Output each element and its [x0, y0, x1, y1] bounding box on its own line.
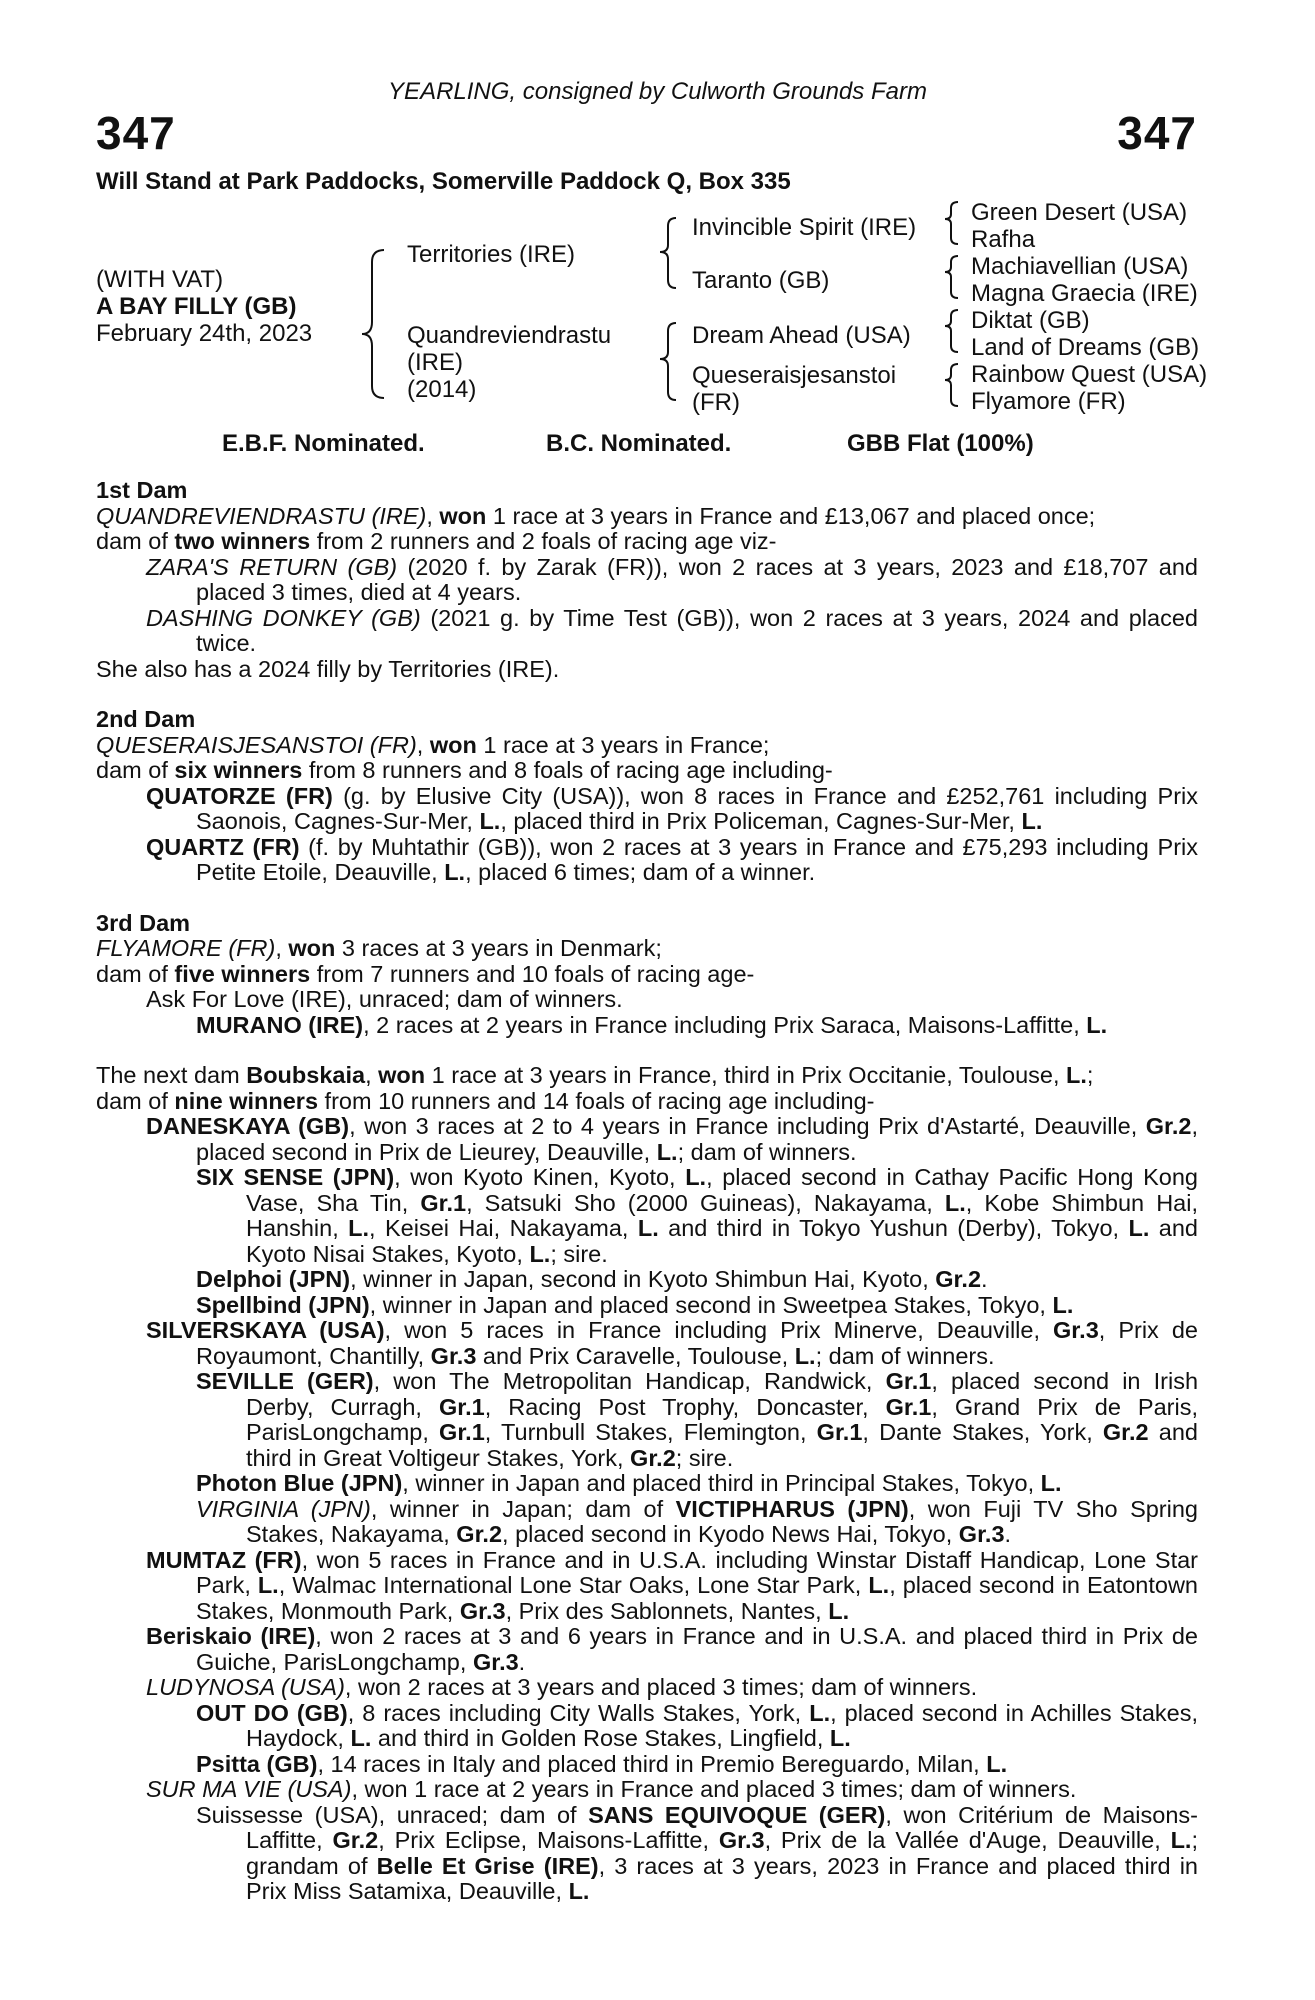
brace-gen1	[362, 250, 384, 398]
first-dam-also-has: She also has a 2024 filly by Territories (IRE).	[96, 655, 560, 682]
bc-nominated: B.C. Nominated.	[546, 430, 732, 457]
progeny-photon-blue: Photon Blue (JPN), winner in Japan and placed third in Principal Stakes, Tokyo, L.	[196, 1470, 1062, 1496]
pedigree-dam-line2: (IRE)	[407, 349, 463, 376]
progeny-virginia: VIRGINIA (JPN), winner in Japan; dam of VICTIPHARUS (JPN), won Fuji TV Sho Spring Stakes, Nakayama, Gr.2, placed second in Kyodo News Hai, Tokyo, Gr.3.	[196, 1495, 1198, 1547]
brace-gen3-4	[945, 364, 958, 406]
progeny-silverskaya: SILVERSKAYA (USA), won 5 races in France including Prix Minerve, Deauville, Gr.3, Prix de Royaumont, Chantilly, Gr.3 and Prix Caravelle, Toulouse, L.; dam of winners.	[146, 1317, 1198, 1369]
next-dam-line: The next dam Boubskaia, won 1 race at 3 years in France, third in Prix Occitanie, Toulouse, L.;	[96, 1062, 1094, 1088]
ebf-nominated: E.B.F. Nominated.	[222, 430, 425, 457]
second-dam-line: QUESERAISJESANSTOI (FR), won 1 race at 3 years in France;	[96, 731, 770, 758]
pedigree-ggs-3: Diktat (GB)	[971, 307, 1090, 334]
pedigree-dam-line1: Quandreviendrastu	[407, 322, 612, 349]
lot-number-right: 347	[1117, 107, 1197, 159]
pedigree-ggd-2: Magna Graecia (IRE)	[971, 280, 1198, 307]
pedigree-sire: Territories (IRE)	[407, 241, 576, 268]
first-dam-line: QUANDREVIENDRASTU (IRE), won 1 race at 3 years in France and £13,067 and placed once;	[96, 502, 1096, 529]
pedigree-ggs-2: Machiavellian (USA)	[971, 253, 1189, 280]
progeny-ludynosa: LUDYNOSA (USA), won 2 races at 3 years and placed 3 times; dam of winners.	[146, 1674, 978, 1700]
progeny-suissesse: Suissesse (USA), unraced; dam of SANS EQUIVOQUE (GER), won Critérium de Maisons-Laffitte, Gr.2, Prix Eclipse, Maisons-Laffitte, Gr.3, Prix de la Vallée d'Auge, Deauville, L.; grandam of Belle Et Grise (IRE), 3 races at 3 years, 2023 in France and placed third in Prix Miss Satamixa, Deauville, L.	[196, 1801, 1198, 1904]
pedigree-ggs-4: Rainbow Quest (USA)	[971, 361, 1208, 388]
third-dam-grandprogeny-murano: MURANO (IRE), 2 races at 2 years in France including Prix Saraca, Maisons-Laffitte, L.	[196, 1011, 1108, 1038]
pedigree-sire-dam: Taranto (GB)	[692, 267, 830, 294]
stand-location: Will Stand at Park Paddocks, Somerville Paddock Q, Box 335	[96, 168, 791, 195]
progeny-out-do: OUT DO (GB), 8 races including City Walls Stakes, York, L., placed second in Achilles Stakes, Haydock, L. and third in Golden Rose Stakes, Lingfield, L.	[196, 1699, 1198, 1751]
first-dam-heading: 1st Dam	[96, 477, 188, 503]
second-dam-heading: 2nd Dam	[96, 706, 196, 732]
progeny-delphoi: Delphoi (JPN), winner in Japan, second in Kyoto Shimbun Hai, Kyoto, Gr.2.	[196, 1266, 988, 1292]
pedigree-dam-dam-line1: Queseraisjesanstoi	[692, 362, 897, 389]
catalogue-body	[96, 478, 1198, 1905]
horse-name: A BAY FILLY (GB)	[96, 293, 297, 320]
pedigree-ggd-3: Land of Dreams (GB)	[971, 334, 1200, 361]
second-dam-produce-summary: dam of six winners from 8 runners and 8 foals of racing age including-	[96, 757, 833, 783]
pedigree-ggs-1: Green Desert (USA)	[971, 199, 1188, 226]
third-dam-line: FLYAMORE (FR), won 3 races at 3 years in Denmark;	[96, 935, 662, 961]
brace-gen3-3	[945, 310, 958, 352]
third-dam-heading: 3rd Dam	[96, 909, 191, 936]
next-dam-produce-summary: dam of nine winners from 10 runners and 14 foals of racing age including-	[96, 1087, 875, 1114]
brace-gen2-dam	[660, 323, 676, 400]
progeny-spellbind: Spellbind (JPN), winner in Japan and placed second in Sweetpea Stakes, Tokyo, L.	[196, 1291, 1074, 1318]
progeny-psitta: Psitta (GB), 14 races in Italy and placed third in Premio Bereguardo, Milan, L.	[196, 1750, 1008, 1777]
pedigree-ggd-1: Rafha	[971, 226, 1036, 253]
second-dam-progeny-2: QUARTZ (FR) (f. by Muhtathir (GB)), won 2 races at 3 years in France and £75,293 including Prix Petite Etoile, Deauville, L., placed 6 times; dam of a winner.	[146, 833, 1198, 885]
vat-note: (WITH VAT)	[96, 266, 224, 293]
brace-gen2-sire	[660, 218, 676, 288]
horse-dob: February 24th, 2023	[96, 320, 313, 347]
first-dam-progeny-2: DASHING DONKEY (GB) (2021 g. by Time Test (GB)), won 2 races at 3 years, 2024 and placed twice.	[146, 604, 1198, 656]
progeny-daneskaya: DANESKAYA (GB), won 3 races at 2 to 4 years in France including Prix d'Astarté, Deauville, Gr.2, placed second in Prix de Lieurey, Deauville, L.; dam of winners.	[146, 1113, 1199, 1165]
consignment-line: YEARLING, consigned by Culworth Grounds Farm	[388, 78, 927, 105]
first-dam-progeny-1: ZARA'S RETURN (GB) (2020 f. by Zarak (FR)), won 2 races at 3 years, 2023 and £18,707 and placed 3 times, died at 4 years.	[146, 553, 1198, 605]
brace-gen3-2	[945, 256, 958, 298]
third-dam-progeny-ask-for-love: Ask For Love (IRE), unraced; dam of winners.	[146, 986, 623, 1012]
pedigree-sire-sire: Invincible Spirit (IRE)	[692, 214, 917, 241]
progeny-sur-ma-vie: SUR MA VIE (USA), won 1 race at 2 years in France and placed 3 times; dam of winners.	[146, 1776, 1077, 1802]
third-dam-produce-summary: dam of five winners from 7 runners and 10 foals of racing age-	[96, 960, 755, 987]
progeny-six-sense: SIX SENSE (JPN), won Kyoto Kinen, Kyoto, L., placed second in Cathay Pacific Hong Kong Vase, Sha Tin, Gr.1, Satsuki Sho (2000 Guineas), Nakayama, L., Kobe Shimbun Hai, Hanshin, L., Keisei Hai, Nakayama, L. and third in Tokyo Yushun (Derby), Tokyo, L. and Kyoto Nisai Stakes, Kyoto, L.; sire.	[196, 1164, 1198, 1267]
pedigree-dam-sire: Dream Ahead (USA)	[692, 322, 911, 349]
progeny-mumtaz: MUMTAZ (FR), won 5 races in France and in U.S.A. including Winstar Distaff Handicap, Lone Star Park, L., Walmac International Lone Star Oaks, Lone Star Park, L., placed second in Eatontown Stakes, Monmouth Park, Gr.3, Prix des Sablonnets, Nantes, L.	[146, 1546, 1199, 1624]
progeny-beriskaio: Beriskaio (IRE), won 2 races at 3 and 6 years in France and in U.S.A. and placed third in Prix de Guiche, ParisLongchamp, Gr.3.	[146, 1623, 1198, 1675]
second-dam-progeny-1: QUATORZE (FR) (g. by Elusive City (USA)), won 8 races in France and £252,761 including Prix Saonois, Cagnes-Sur-Mer, L., placed third in Prix Policeman, Cagnes-Sur-Mer, L.	[146, 782, 1199, 834]
pedigree-ggd-4: Flyamore (FR)	[971, 388, 1126, 415]
first-dam-produce-summary: dam of two winners from 2 runners and 2 foals of racing age viz-	[96, 528, 777, 554]
pedigree-dam-dam-line2: (FR)	[692, 389, 740, 416]
pedigree-dam-line3: (2014)	[407, 376, 477, 403]
gbb-flat: GBB Flat (100%)	[847, 430, 1034, 457]
brace-gen3-1	[945, 202, 958, 244]
progeny-seville: SEVILLE (GER), won The Metropolitan Handicap, Randwick, Gr.1, placed second in Irish Derby, Curragh, Gr.1, Racing Post Trophy, Doncaster, Gr.1, Grand Prix de Paris, ParisLongchamp, Gr.1, Turnbull Stakes, Flemington, Gr.1, Dante Stakes, York, Gr.2 and third in Great Voltigeur Stakes, York, Gr.2; sire.	[196, 1368, 1199, 1471]
lot-number-left: 347	[96, 107, 176, 159]
